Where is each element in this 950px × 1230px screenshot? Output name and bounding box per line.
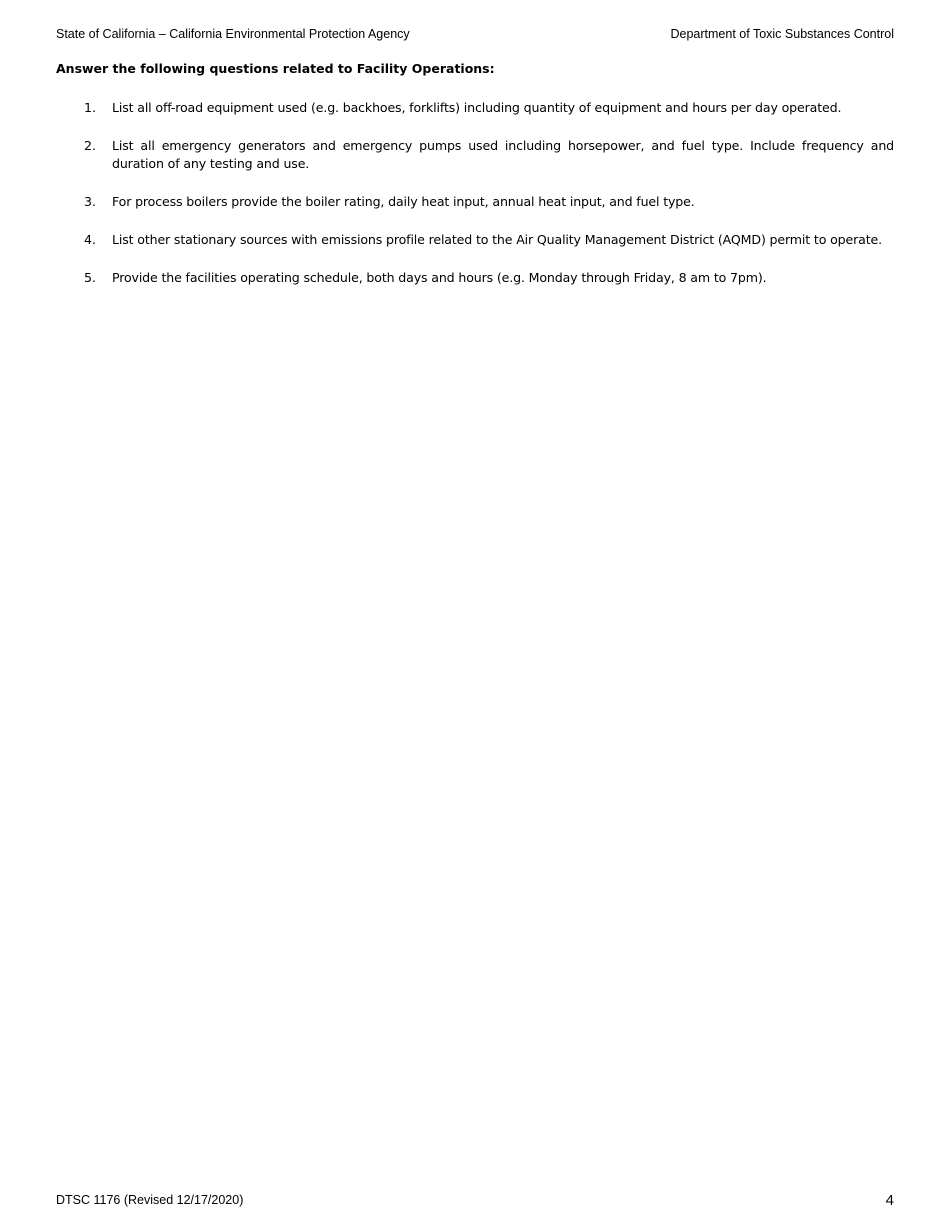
question-text: List other stationary sources with emissions profile related to the Air Quality Management District (AQMD) permit to operate. [112, 232, 882, 247]
question-text: For process boilers provide the boiler rating, daily heat input, annual heat input, and fuel type. [112, 194, 695, 209]
question-number: 2. [84, 138, 97, 153]
question-text: List all emergency generators and emergency pumps used including horsepower, and fuel type. Include frequency and duration of any testing and use. [112, 138, 894, 171]
question-item [84, 231, 894, 249]
page-number: 4 [885, 1192, 894, 1209]
question-number: 4. [84, 232, 97, 247]
question-text: Provide the facilities operating schedule, both days and hours (e.g. Monday through Friday, 8 am to 7pm). [112, 270, 767, 285]
question-number: 3. [84, 194, 97, 209]
question-item [84, 269, 894, 287]
header-agency: State of California – California Environmental Protection Agency [56, 27, 410, 41]
question-text: List all off-road equipment used (e.g. backhoes, forklifts) including quantity of equipment and hours per day operated. [112, 100, 842, 115]
question-item [84, 137, 894, 173]
header-department: Department of Toxic Substances Control [670, 27, 894, 41]
question-list [84, 99, 894, 307]
section-heading: Answer the following questions related to Facility Operations: [56, 61, 495, 76]
question-number: 5. [84, 270, 97, 285]
question-item [84, 193, 894, 211]
question-number: 1. [84, 100, 97, 115]
footer-form-id: DTSC 1176 (Revised 12/17/2020) [56, 1193, 244, 1207]
question-item [84, 99, 894, 117]
